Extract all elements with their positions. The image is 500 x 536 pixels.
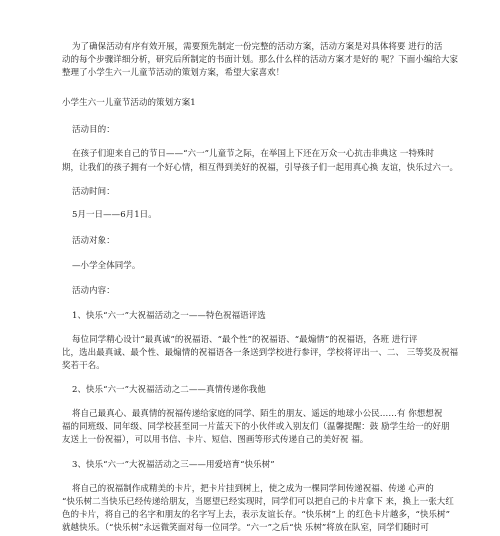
item1-line-3: 奖若干名。	[62, 361, 105, 371]
item2-line-2: 福的同班级、同年级、同学校甚至同一片蓝天下的小伙伴或入别友们（温馨提醒：鼓 励学生给一的好朋	[62, 422, 450, 432]
intro-line-2: 动的每个步骤详细分析，研究后所制定的书面计划。那么什么样的活动方案才是好的 呢？下面小编给大家	[62, 55, 459, 65]
item3-line-3: 色的卡片，将自己的名字和朋友的名字写上去，表示友谊长存。“快乐树”上 的红色卡片越多，“快乐树”	[62, 510, 450, 520]
intro-line-1: 为了确保活动有序有效开展，需要预先制定一份完整的活动方案，活动方案是对具体将要 进行的活	[72, 42, 443, 52]
item2-heading: 2、快乐“六一”大祝福活动之二——真情传递你我他	[72, 385, 266, 395]
document-title: 小学生六一儿童节活动的策划方案1	[62, 98, 196, 108]
item2-line-1: 将自己最真心、最真情的祝福传递给家庭的同学、陌生的朋友、遥远的地球小公民……有 你想想祝	[72, 409, 443, 419]
item1-line-1: 每位同学精心设计“最真诚”的祝福语、“最个性”的祝福语、“最煽情”的祝福语，各班 进行评	[72, 335, 418, 345]
time-body: 5月一日——6月1日。	[72, 210, 157, 220]
item1-heading: 1、快乐“六一”大祝福活动之一——特色祝福语评选	[72, 311, 266, 321]
item3-line-4: 就越快乐。（“快乐树”永远微笑面对每一位同学。“六一”之后“快 乐树”将放在队室，同学们随时可	[62, 523, 429, 533]
item3-heading: 3、快乐“六一”大祝福活动之三——用爱培育“快乐树”	[72, 460, 275, 470]
purpose-line-1: 在孩子们迎来自己的节日——“六一”儿童节之际，在举国上下还在万众一心抗击非典这 一特殊时	[72, 149, 435, 159]
item3-line-2: “快乐树二当快乐已经传递给朋友，当愿望已经实现时，同学们可以把自己的卡片拿下 来，换上一张大红	[62, 497, 454, 507]
purpose-line-2: 期，让我们的孩子拥有一个好心情，相互得到美好的祝福，引导孩子们一起用真心换 友谊，快乐过六一。	[62, 163, 459, 173]
target-heading: 活动对象：	[72, 236, 115, 246]
item1-line-2: 比，选出最真诚、最个性、最煽情的祝福语各一条送到学校进行参评，学校将评出一、二、 三等奖及祝福	[62, 348, 459, 358]
item2-line-3: 友送上一份祝福），可以用书信、卡片、短信、图画等形式传递自己的美好祝 福。	[62, 435, 369, 445]
content-heading: 活动内容：	[72, 286, 115, 296]
item3-line-1: 将自己的祝福制作成精美的卡片，把卡片挂到树上，使之成为一棵同学间传递祝福、传递 心声的	[72, 484, 434, 494]
intro-line-3: 整理了小学生六一儿童节活动的策划方案，希望大家喜欢！	[62, 68, 285, 78]
target-body: —小学全体同学。	[72, 261, 141, 271]
time-heading: 活动时间：	[72, 187, 115, 197]
purpose-heading: 活动目的：	[72, 125, 115, 135]
